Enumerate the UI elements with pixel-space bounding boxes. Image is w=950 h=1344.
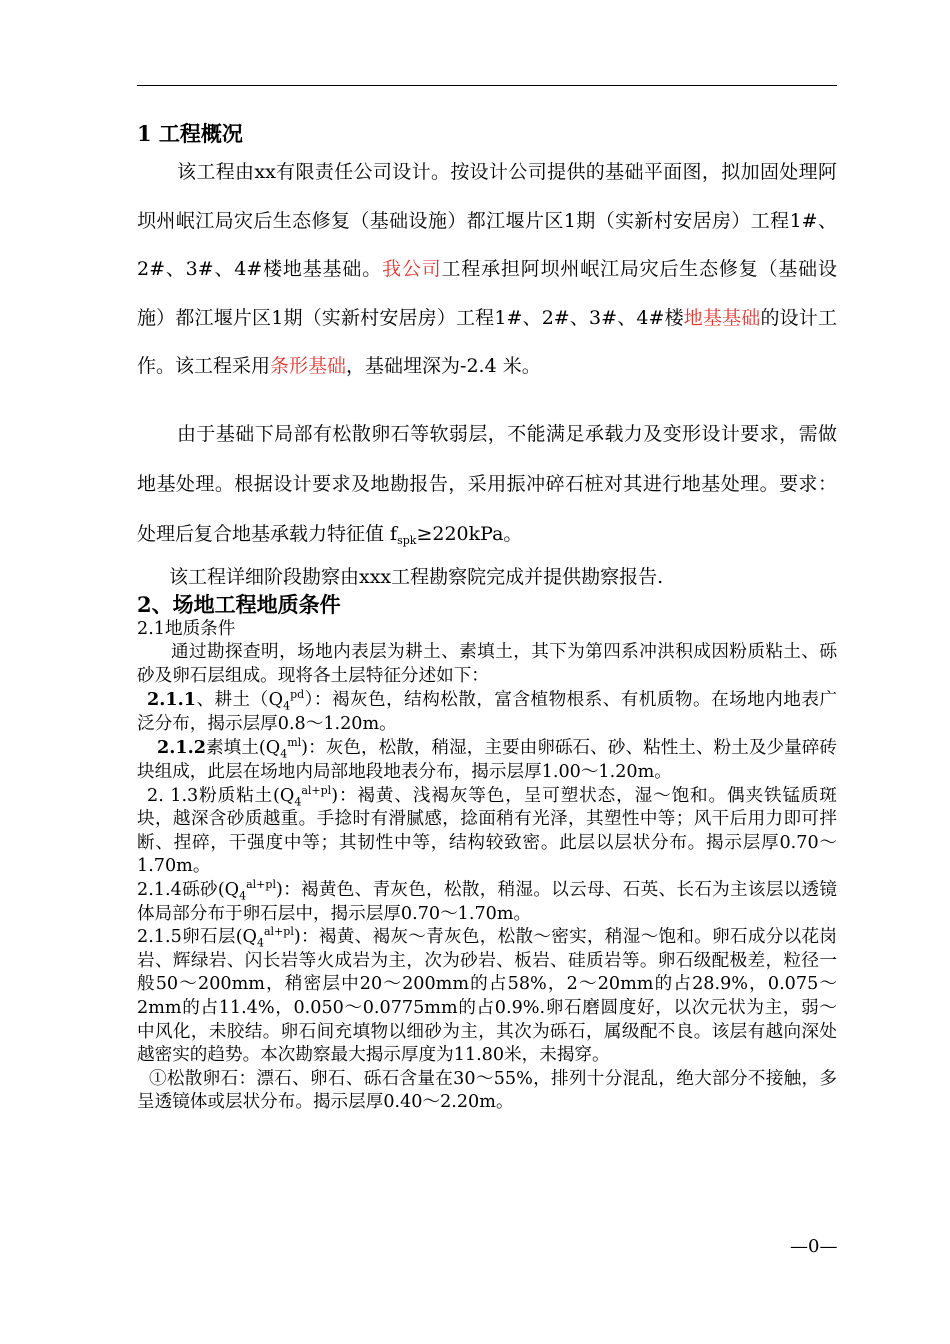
p1-highlight-strip-foundation: 条形基础 xyxy=(270,355,347,377)
layer-2-1-5 xyxy=(137,926,837,1068)
layer-2-1-4-sup: al+pl xyxy=(246,878,276,892)
p1-highlight-company: 我公司 xyxy=(382,258,442,280)
layer-2-1-3-sub: 4 xyxy=(294,795,302,809)
layer-2-1-4-name: 砾砂(Q xyxy=(181,880,240,901)
layer-2-1-5-sub: 4 xyxy=(256,936,264,950)
p1-text-b: 工程承担阿坝州岷江局灾后生态修复（基础设施）都江堰片区1期（实新村安居房）工程1#、2#、3#、4#楼 xyxy=(137,258,837,329)
p1-text-a: 该工程由xx有限责任公司设计。按设计公司提供的基础平面图，拟加固处理阿坝州岷江局灾后生态修复（基础设施）都江堰片区1期（实新村安居房）工程1#、2#、3#、4#楼地基基础。 xyxy=(137,161,837,280)
header-rule xyxy=(137,85,837,86)
layer-2-1-5-sup: al+pl xyxy=(263,925,294,939)
layer-2-1-3-number: 2. 1.3 xyxy=(147,785,199,806)
layer-2-1-4-sub: 4 xyxy=(239,889,247,903)
page-number: —0— xyxy=(790,1236,838,1257)
layer-2-1-1-number: 2.1.1 xyxy=(147,689,196,711)
layer-2-1-2-name: 素填土(Q xyxy=(205,738,281,759)
layer-loose-cobble: ①松散卵石：漂石、卵石、砾石含量在30～55%，排列十分混乱，绝大部分不接触，多呈透镜体或层状分布。揭示层厚0.40～2.20m。 xyxy=(137,1068,837,1113)
p1-text-d: ，基础埋深为-2.4 米。 xyxy=(346,355,541,377)
layer-2-1-3-name: 粉质粘土(Q xyxy=(198,785,295,806)
layer-2-1-2-sub: 4 xyxy=(280,747,288,761)
layer-2-1-1 xyxy=(137,688,837,736)
section-2-title: 2、场地工程地质条件 xyxy=(137,591,341,617)
layer-2-1-5-number: 2.1.5 xyxy=(137,927,182,948)
section-1-title: 1 工程概况 xyxy=(137,121,243,146)
p2-subscript: spk xyxy=(397,533,417,547)
layer-2-1-1-sup: pd xyxy=(290,688,305,702)
p1-highlight-foundation: 地基基础 xyxy=(683,306,761,329)
layer-2-1-2-number: 2.1.2 xyxy=(157,737,206,759)
p2-text-a: 由于基础下局部有松散卵石等软弱层，不能满足承载力及变形设计要求，需做地基处理。根据设计要求及地勘报告，采用振冲碎石桩对其进行地基处理。要求：处理后复合地基承载力特征值 f xyxy=(137,422,837,545)
section-1-paragraph-3: 该工程详细阶段勘察由xxx工程勘察院完成并提供勘察报告. xyxy=(169,565,664,588)
p2-text-b: ≥220kPa。 xyxy=(416,522,523,545)
section-2-intro: 通过勘探查明，场地内表层为耕土、素填土，其下为第四系冲洪积成因粉质粘土、砾砂及卵石层组成。现将各土层特征分述如下： xyxy=(137,642,837,686)
layer-2-1-5-name: 卵石层(Q xyxy=(181,927,257,948)
layer-2-1-5-text: )：褐黄、褐灰～青灰色，松散～密实，稍湿～饱和。卵石成分以花岗岩、辉绿岩、闪长岩等火成岩为主，次为砂岩、板岩、硅质岩等。卵石级配极差，粒径一般50～200mm，稍密层中20～200mm的占58%，2～20mm的占28.9%，0.075～2mm的占11.4%，0.050～0.0775mm的占0.9%.卵石磨圆度好，以次元状为主，弱～中风化，未胶结。卵石间充填物以细砂为主，其次为砾石，属级配不良。该层有越向深处越密实的趋势。本次勘察最大揭示厚度为11.80米，未揭穿。 xyxy=(137,927,837,1066)
layer-2-1-3-text: )：褐黄、浅褐灰等色，呈可塑状态，湿～饱和。偶夹铁锰质斑块，越深含砂质越重。手捻时有滑腻感，捻面稍有光泽，其塑性中等；风干后用力即可拌断、捏碎，干强度中等；其韧性中等，结构较致密。此层以层状分布。揭示层厚0.70～1.70m。 xyxy=(137,785,837,877)
layer-2-1-2-sup: ml xyxy=(287,736,302,750)
layer-2-1-4-number: 2.1.4 xyxy=(137,880,182,901)
layer-2-1-3 xyxy=(137,785,837,879)
section-1-paragraph-2 xyxy=(137,409,837,562)
layer-2-1-2-text: )：灰色，松散，稍湿，主要由卵砾石、砂、粘性土、粉土及少量碎砖块组成，此层在场地内局部地段地表分布，揭示层厚1.00～1.20m。 xyxy=(137,738,837,783)
layer-2-1-1-text: ）：褐灰色，结构松散，富含植物根系、有机质物。在场地内地表广泛分布，揭示层厚0.8～1.20m。 xyxy=(137,690,837,734)
layer-2-1-4-text: )：褐黄色、青灰色，松散，稍湿。以云母、石英、长石为主该层以透镜体局部分布于卵石层中，揭示层厚0.70～1.70m。 xyxy=(137,880,837,924)
layer-2-1-3-sup: al+pl xyxy=(301,783,332,797)
p1-text-c: 的设计工作。该工程采用 xyxy=(137,306,837,377)
layer-2-1-1-sub: 4 xyxy=(283,699,291,713)
section-2-1-title: 2.1地质条件 xyxy=(137,618,236,639)
layer-2-1-1-name: 、耕土（Q xyxy=(195,690,284,711)
layer-2-1-4 xyxy=(137,879,837,926)
document-body xyxy=(137,120,837,1115)
section-1-paragraph-1 xyxy=(137,148,837,391)
layer-2-1-2 xyxy=(137,736,837,784)
